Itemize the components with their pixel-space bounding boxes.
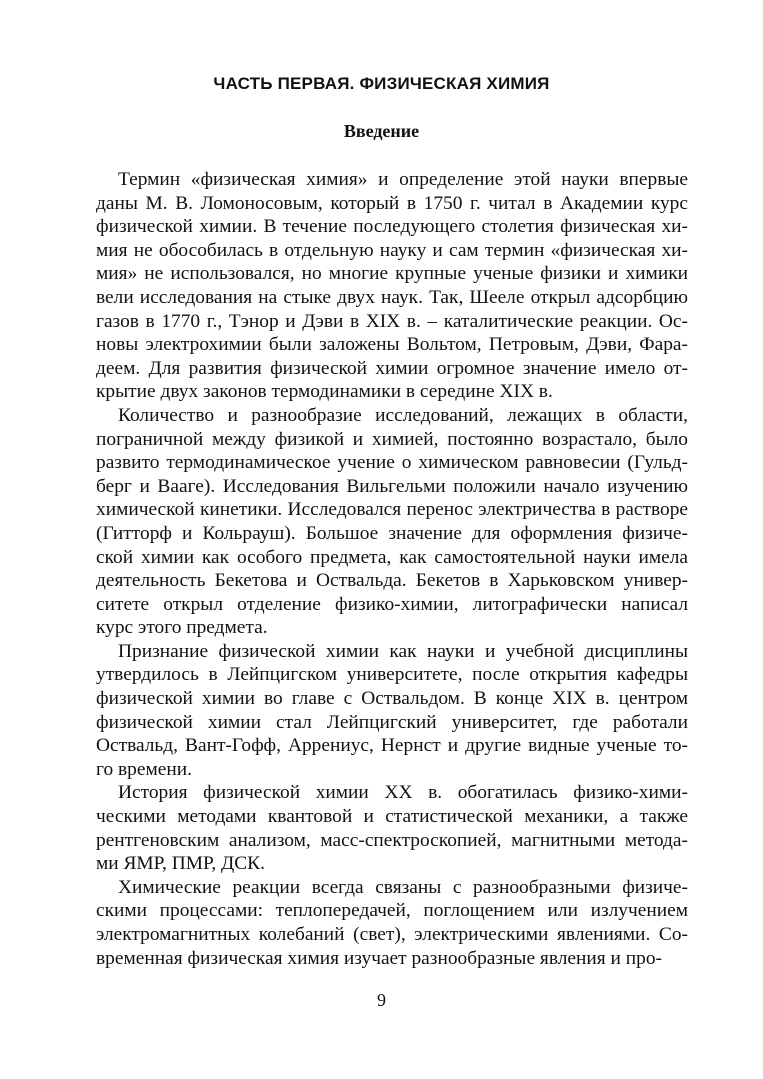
text-line: физической химии во главе с Оствальдом. В конце XIX в. центром xyxy=(96,688,688,710)
text-line: ситете открыл отделение физико-химии, литографически написал xyxy=(96,593,688,615)
text-line: электромагнитных колебаний (свет), электрическими явлениями. Со- xyxy=(96,924,688,945)
text-line: го времени. xyxy=(96,758,192,780)
text-line: Количество и разнообразие исследований, лежащих в области, xyxy=(118,404,688,426)
paragraph xyxy=(96,640,688,782)
text-line: ческими методами квантовой и статистической механики, а также xyxy=(96,806,688,828)
text-line: скими процессами: теплопередачей, поглощением или излучением xyxy=(96,900,688,922)
text-line: физической химии стал Лейпцигский университет, где работали xyxy=(96,711,688,733)
text-line: новы электрохимии были заложены Вольтом, Петровым, Дэви, Фара- xyxy=(96,334,688,356)
paragraph xyxy=(96,876,688,970)
paragraph xyxy=(96,168,688,404)
text-line: Термин «физическая химия» и определение этой науки впервые xyxy=(118,169,688,190)
text-line: временная физическая химия изучает разнообразные явления и про- xyxy=(96,947,662,969)
text-line: развито термодинамическое учение о химическом равновесии (Гульд- xyxy=(96,452,688,474)
text-line: Химические реакции всегда связаны с разнообразными физиче- xyxy=(118,876,688,898)
section-title: Введение xyxy=(343,121,420,141)
text-line: мия» не использовался, но многие крупные ученые физики и химики xyxy=(96,263,688,285)
text-line: берг и Вааге). Исследования Вильгельми положили начало изучению xyxy=(96,475,688,497)
text-line: мия не обособилась в отдельную науку и сам термин «физическая хи- xyxy=(96,239,688,261)
part-title: ЧАСТЬ ПЕРВАЯ. ФИЗИЧЕСКАЯ ХИМИЯ xyxy=(213,74,550,93)
text-line: физической химии. В течение последующего столетия физическая хи- xyxy=(96,216,688,238)
paragraph xyxy=(96,781,688,875)
text-line: газов в 1770 г., Тэнор и Дэви в XIX в. – каталитические реакции. Ос- xyxy=(96,310,688,332)
text-line: ми ЯМР, ПМР, ДСК. xyxy=(96,853,265,875)
text-line: ской химии как особого предмета, как самостоятельной науки имела xyxy=(96,546,688,568)
text-line: рентгеновским анализом, масс-спектроскопией, магнитными метода- xyxy=(96,829,688,851)
text-line: утвердилось в Лейпцигском университете, после открытия кафедры xyxy=(96,664,688,686)
text-line: деем. Для развития физической химии огромное значение имело от- xyxy=(96,357,688,379)
page-number: 9 xyxy=(377,990,386,1010)
text-line: химической кинетики. Исследовался перенос электричества в растворе xyxy=(96,499,688,521)
text-line: крытие двух законов термодинамики в середине XIX в. xyxy=(96,381,553,403)
text-line: (Гитторф и Кольрауш). Большое значение для оформления физиче- xyxy=(96,522,688,544)
text-line: История физической химии XX в. обогатилась физико-хими- xyxy=(118,782,688,804)
text-line: курс этого предмета. xyxy=(96,617,268,639)
text-line: Признание физической химии как науки и учебной дисциплины xyxy=(118,640,688,662)
body-text xyxy=(96,168,688,970)
text-line: Оствальд, Вант-Гофф, Аррениус, Нернст и другие видные ученые то- xyxy=(96,735,688,757)
text-line: деятельность Бекетова и Оствальда. Бекетов в Харьковском универ- xyxy=(96,570,688,592)
text-line: вели исследования на стыке двух наук. Так, Шееле открыл адсорбцию xyxy=(96,286,688,308)
text-line: даны М. В. Ломоносовым, который в 1750 г. читал в Академии курс xyxy=(96,192,688,214)
paragraph xyxy=(96,404,688,640)
text-line: пограничной между физикой и химией, постоянно возрастало, было xyxy=(96,428,688,450)
